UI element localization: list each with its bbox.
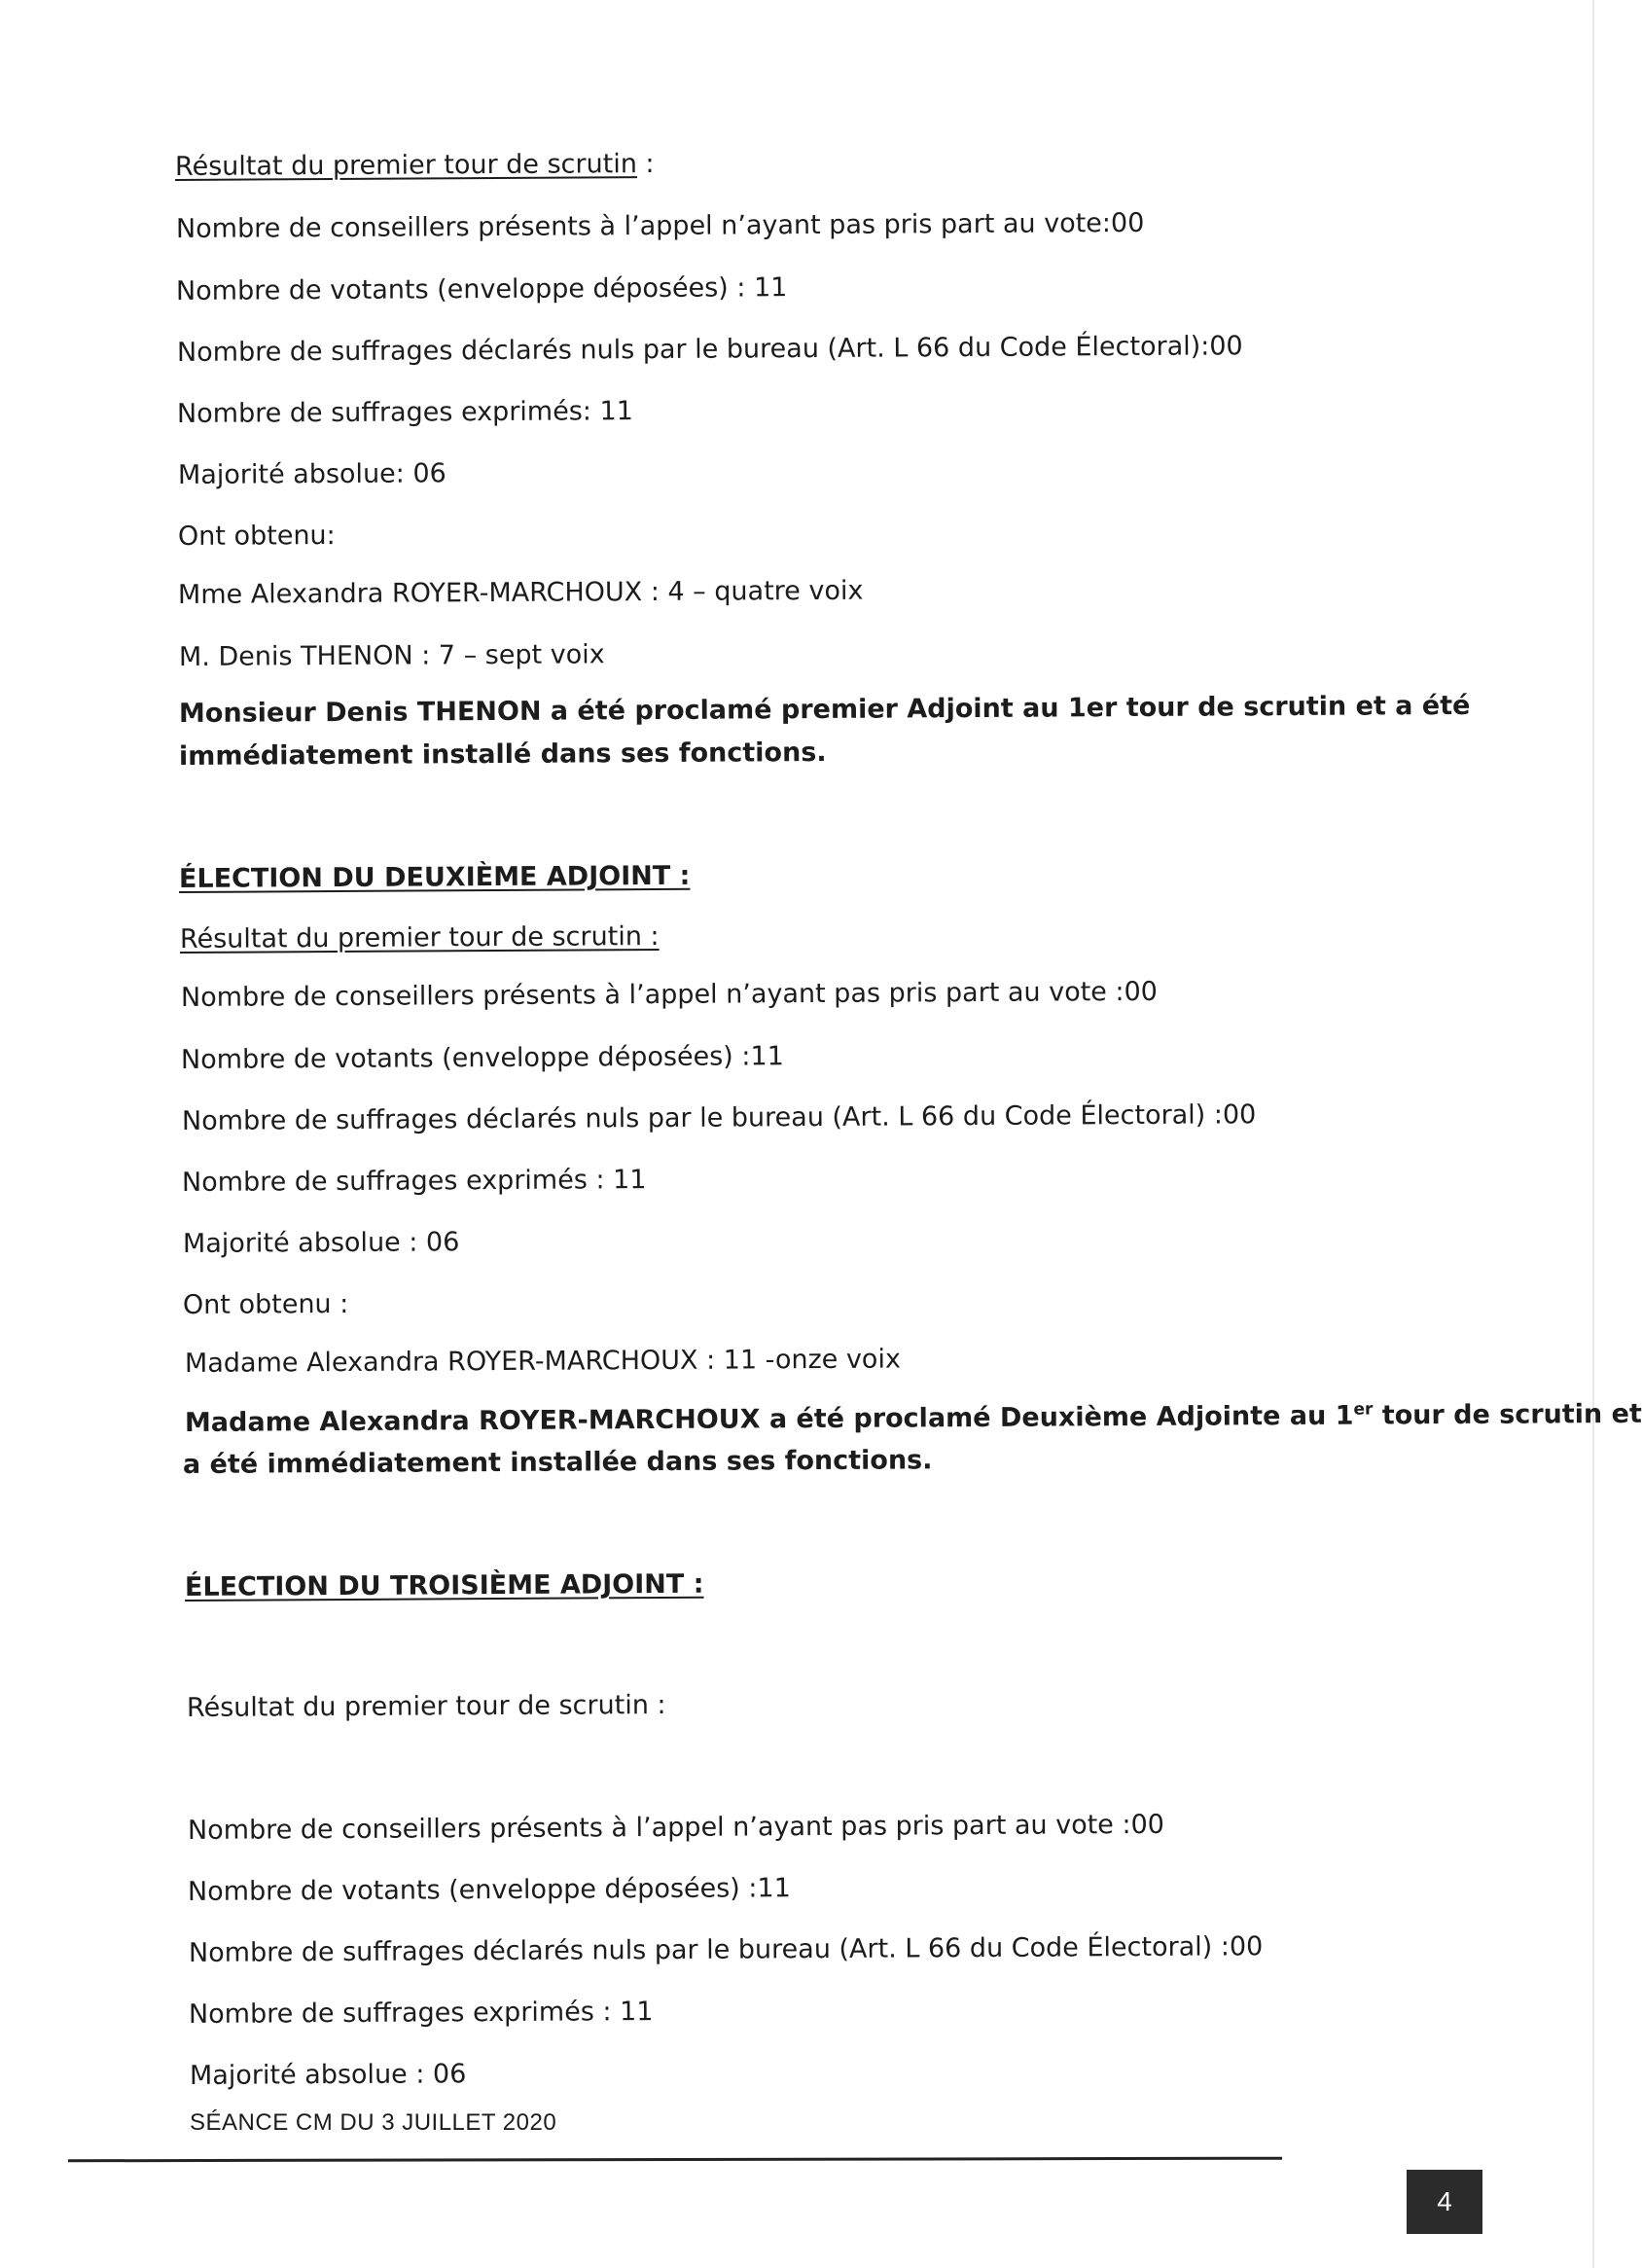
s2-line-absent: Nombre de conseillers présents à l’appel n’ayant pas pris part au vote :00 bbox=[180, 976, 1158, 1013]
s1-candidate-2: M. Denis THENON : 7 – sept voix bbox=[178, 639, 605, 672]
s2-proclamation-line-2: a été immédiatement installée dans ses fonctions. bbox=[182, 1445, 933, 1480]
s1-line-obtained: Ont obtenu: bbox=[177, 521, 336, 552]
result-heading-3: Résultat du premier tour de scrutin : bbox=[186, 1689, 666, 1723]
s2-line-null: Nombre de suffrages déclarés nuls par le bureau (Art. L 66 du Code Électoral) :00 bbox=[181, 1099, 1257, 1136]
s3-line-voters: Nombre de votants (enveloppe déposées) :11 bbox=[187, 1873, 791, 1907]
s1-candidate-1: Mme Alexandra ROYER-MARCHOUX : 4 – quatre voix bbox=[177, 575, 864, 610]
s2-line-obtained: Ont obtenu : bbox=[182, 1288, 349, 1320]
s2-line-voters: Nombre de votants (enveloppe déposées) :11 bbox=[180, 1041, 784, 1075]
page-number: 4 bbox=[1407, 2170, 1482, 2234]
s2-candidate-1: Madame Alexandra ROYER-MARCHOUX : 11 -onze voix bbox=[184, 1344, 901, 1379]
scan-edge bbox=[1592, 0, 1594, 2268]
s1-line-majority: Majorité absolue: 06 bbox=[177, 458, 446, 490]
s2-proclamation-line-1: Madame Alexandra ROYER-MARCHOUX a été proclamé Deuxième Adjointe au 1er tour de scrutin et bbox=[184, 1398, 1642, 1438]
s3-line-null: Nombre de suffrages déclarés nuls par le bureau (Art. L 66 du Code Électoral) :00 bbox=[188, 1931, 1264, 1968]
s3-line-majority: Majorité absolue : 06 bbox=[189, 2059, 467, 2091]
section-heading-2: ÉLECTION DU DEUXIÈME ADJOINT : bbox=[178, 860, 691, 894]
section-heading-3: ÉLECTION DU TROISIÈME ADJOINT : bbox=[184, 1568, 704, 1602]
s3-line-absent: Nombre de conseillers présents à l’appel n’ayant pas pris part au vote :00 bbox=[187, 1809, 1164, 1846]
session-footer: SÉANCE CM DU 3 JUILLET 2020 bbox=[190, 2109, 557, 2136]
s2-line-majority: Majorité absolue : 06 bbox=[182, 1227, 460, 1259]
s1-proclamation-line-2: immédiatement installé dans ses fonctions. bbox=[178, 737, 827, 772]
s2-line-expressed: Nombre de suffrages exprimés : 11 bbox=[181, 1165, 647, 1198]
s1-line-expressed: Nombre de suffrages exprimés: 11 bbox=[176, 396, 633, 429]
footer-rule bbox=[68, 2157, 1282, 2163]
result-heading-2: Résultat du premier tour de scrutin : bbox=[179, 920, 660, 954]
s1-line-null: Nombre de suffrages déclarés nuls par le bureau (Art. L 66 du Code Électoral):00 bbox=[176, 331, 1243, 368]
s1-line-absent: Nombre de conseillers présents à l’appel n’ayant pas pris part au vote:00 bbox=[175, 207, 1145, 244]
s1-line-voters: Nombre de votants (enveloppe déposées) : 11 bbox=[175, 272, 788, 306]
result-heading-1: Résultat du premier tour de scrutin : bbox=[174, 148, 655, 182]
s1-proclamation-line-1: Monsieur Denis THENON a été proclamé premier Adjoint au 1er tour de scrutin et a été bbox=[178, 690, 1471, 729]
s3-line-expressed: Nombre de suffrages exprimés : 11 bbox=[188, 1997, 654, 2030]
